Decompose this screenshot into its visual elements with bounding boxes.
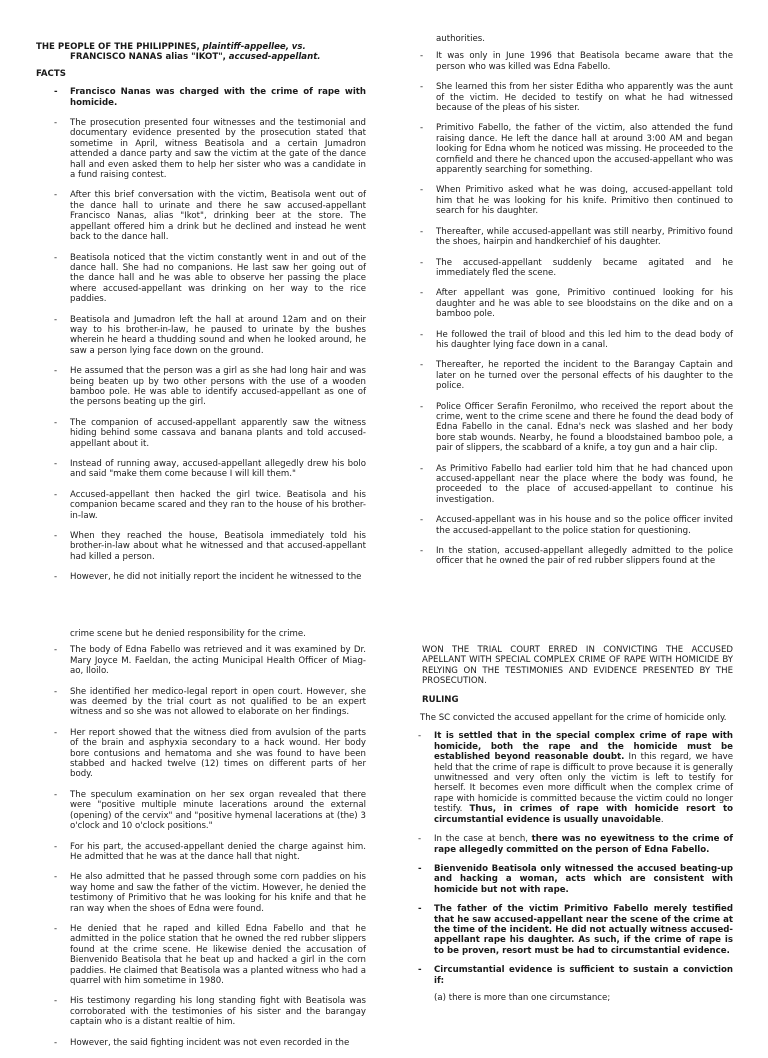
list-item: - Her report showed that the witness died from avulsion of the parts of the brain and asphyxia secondary to a hack wound. Her body bore contusions and hematoma and she was found to have been stabbed and hacked twelve (12) times on different parts of her body. xyxy=(54,728,366,780)
list-item: - Thereafter, he reported the incident to the Barangay Captain and later on he turned over the personal effects of his daughter to the police. xyxy=(420,360,733,391)
list-item: - When they reached the house, Beatisola immediately told his brother-in-law about what he witnessed and that accused-appellant had killed a person. xyxy=(54,531,366,562)
list-item: - He followed the trail of blood and this led him to the dead body of his daughter lying face down in a canal. xyxy=(420,330,733,351)
list-item xyxy=(418,731,733,825)
list-item: - The companion of accused-appellant apparently saw the witness hiding behind some cassava and banana plants and told accused-appellant about it. xyxy=(54,418,366,449)
ruling-text: In the case at bench, xyxy=(434,834,532,845)
top-left-column xyxy=(36,42,366,593)
list-item: - The speculum examination on her sex organ revealed that there were "positive multiple minute lacerations around the external (opening) of the cervix" and "positive hymenal lacerations at (the) 3 o'clock and 10 o'clock positions." xyxy=(54,790,366,832)
list-item: - The father of the victim Primitivo Fabello merely testified that he saw accused-appellant near the scene of the crime at the time of the incident. He did not actually witness accused-appellant rape his daughter. As such, if the crime of rape is to be proven, resort must be had to circumstantial evidence. xyxy=(418,904,733,956)
list-item: - Francisco Nanas was charged with the crime of rape with homicide. xyxy=(54,87,366,108)
list-item: - The accused-appellant suddenly became agitated and he immediately fled the scene. xyxy=(420,258,733,279)
list-item: - Circumstantial evidence is sufficient to sustain a conviction if: xyxy=(418,965,733,986)
list-item: - He assumed that the person was a girl as she had long hair and was being beaten up by two other persons with the use of a wooden bamboo pole. He was able to identify accused-appellant as one of the persons beating up the girl. xyxy=(54,366,366,408)
list-item: - However, he did not initially report the incident he witnessed to the xyxy=(54,572,366,582)
list-item: - Police Officer Serafin Feronilmo, who received the report about the crime, went to the crime scene and there he found the dead body of Edna Fabello in the canal. Edna's neck was slashed and her body bore stab wounds. Nearby, he found a bloodstained bamboo pole, a pair of slippers, the scabbard of a knife, a toy gun and a hair clip. xyxy=(420,402,733,454)
ruling-emphasis: there was no eyewitness to the crime of rape allegedly committed on the person of Edna Fabello. xyxy=(434,834,733,855)
case-title-parties: THE PEOPLE OF THE PHILIPPINES, xyxy=(36,42,200,52)
bottom-right-column xyxy=(402,645,733,1007)
list-item: - He denied that he raped and killed Edna Fabello and that he admitted in the police station that he owned the red rubber slippers found at the crime scene. He likewise denied the accusation of Bienvenido Beatisola that he beat up and hacked a girl in the corn paddies. He claimed that Beatisola was a planted witness who had a quarrel with him sometime in 1980. xyxy=(54,924,366,986)
list-item: - Beatisola and Jumadron left the hall at around 12am and on their way to his brother-in-law, he paused to urinate by the bushes wherein he heard a thudding sound and when he looked around, he saw a person lying face down on the ground. xyxy=(54,315,366,357)
list-item: - The body of Edna Fabello was retrieved and it was examined by Dr. Mary Joyce M. Faeldan, the acting Municipal Health Officer of Miag-ao, Iloilo. xyxy=(54,645,366,676)
list-item: - Beatisola noticed that the victim constantly went in and out of the dance hall. She had no companions. He last saw her going out of the dance hall and he was able to observe her passing the place where accused-appellant was drinking on her way to the rice paddies. xyxy=(54,253,366,305)
case-title-accused: FRANCISCO NANAS alias "IKOT", xyxy=(70,52,226,63)
list-item: - She identified her medico-legal report in open court. However, she was deemed by the trial court as not qualified to be an expert witness and so she was not allowed to elaborate on her findings. xyxy=(54,687,366,718)
sub-item: (a) there is more than one circumstance; xyxy=(434,992,611,1003)
case-title-versus: vs. xyxy=(291,42,306,52)
issue-statement: WON THE TRIAL COURT ERRED IN CONVICTING THE ACCUSED APELLANT WITH SPECIAL COMPLEX CRIME OF RAPE WITH HOMICIDE BY RELYING ON THE TESTIMONIES AND EVIDENCE PRESENTED BY THE PROSECUTION. xyxy=(422,645,733,687)
list-item: - The prosecution presented four witnesses and the testimonial and documentary evidence presented by the prosecution stated that sometime in April, witness Beatisola and a certain Jumadron attended a dance party and saw the victim at the gate of the dance hall and even asked them to help her sister who was a candidate in a fund raising contest. xyxy=(54,118,366,180)
carry-over-text: crime scene but he denied responsibility for the crime. xyxy=(70,629,306,639)
list-item: - After appellant was gone, Primitivo continued looking for his daughter and he was able to see bloodstains on the dike and on a bamboo pole. xyxy=(420,288,733,319)
carry-over-text: authorities. xyxy=(436,34,485,44)
list-item: - As Primitivo Fabello had earlier told him that he had chanced upon accused-appellant near the place where the body was found, he proceeded to the place of accused-appellant to continue his investigation. xyxy=(420,464,733,506)
list-item: - After this brief conversation with the victim, Beatisola went out of the dance hall to urinate and there he saw accused-appellant Francisco Nanas, alias "Ikot", drinking beer at the store. The appellant offered him a drink but he declined and instead he went back to the dance hall. xyxy=(54,190,366,242)
facts-list-bottom-left xyxy=(54,645,366,1048)
list-item: - Bienvenido Beatisola only witnessed the accused beating-up and hacking a woman, acts which are consistent with homicide but not with rape. xyxy=(418,864,733,895)
bottom-left-column xyxy=(54,629,366,1058)
top-right-column xyxy=(420,34,733,577)
list-item: - For his part, the accused-appellant denied the charge against him. He admitted that he was at the dance hall that night. xyxy=(54,842,366,863)
list-item: - Accused-appellant was in his house and so the police officer invited the accused-appellant to the police station for questioning. xyxy=(420,515,733,536)
ruling-intro-text: The SC convicted the accused appellant for the crime of homicide only. xyxy=(420,713,727,724)
list-item: - Accused-appellant then hacked the girl twice. Beatisola and his companion became scared and they ran to the house of his brother-in-law. xyxy=(54,490,366,521)
list-item: - It was only in June 1996 that Beatisola became aware that the person who was killed was Edna Fabello. xyxy=(420,51,733,72)
list-item: - His testimony regarding his long standing fight with Beatisola was corroborated with the testimonies of his sister and the barangay captain who is a distant realtie of him. xyxy=(54,996,366,1027)
ruling-emphasis: It is settled that in the special complex crime of rape with homicide, both the rape and the homicide must be established beyond reasonable doubt. xyxy=(434,731,733,763)
list-item: - Instead of running away, accused-appellant allegedly drew his bolo and said "make them come because I will kill them." xyxy=(54,459,366,480)
facts-list-left xyxy=(36,87,366,582)
ruling-emphasis: Thus, in crimes of rape with homicide resort to circumstantial evidence is usually unavoidable xyxy=(434,804,733,825)
case-title xyxy=(36,42,366,63)
list-item: - However, the said fighting incident was not even recorded in the xyxy=(54,1038,366,1048)
list-item: - Primitivo Fabello, the father of the victim, also attended the fund raising dance. He left the dance hall at around 3:00 AM and began looking for Edna whom he noticed was missing. He proceeded to the cornfield and there he chanced upon the accused-appellant who was apparently searching for something. xyxy=(420,123,733,175)
list-item: - When Primitivo asked what he was doing, accused-appellant told him that he was looking for his knife. Primitivo then continued to search for his daughter. xyxy=(420,185,733,216)
ruling-text: In this regard, we have held that the crime of rape is difficult to prove because it is generally unwitnessed and very often only the victim is left to testify for herself. It becomes even more difficult when the complex crime of rape with homicide is committed because the victim could no longer testify. xyxy=(434,752,733,815)
list-item xyxy=(418,834,733,855)
list-item: - He also admitted that he passed through some corn paddies on his way home and saw the father of the victim. However, he denied the testimony of Primitivo that he was looking for his knife and that he ran way when the shoes of Edna were found. xyxy=(54,872,366,914)
facts-heading: FACTS xyxy=(36,68,66,79)
ruling-list xyxy=(402,731,733,1003)
ruling-heading: RULING xyxy=(422,694,459,705)
list-item: - She learned this from her sister Editha who apparently was the aunt of the victim. He decided to testify on what he had witnessed because of the pleas of his sister. xyxy=(420,82,733,113)
facts-list-right xyxy=(420,51,733,566)
ruling-intro xyxy=(402,713,733,723)
list-item: - Thereafter, while accused-appellant was still nearby, Primitivo found the shoes, hairpin and handkerchief of his daughter. xyxy=(420,227,733,248)
list-item: - In the station, accused-appellant allegedly admitted to the police officer that he owned the pair of red rubber slippers found at the xyxy=(420,546,733,567)
case-title-role-appellee: plaintiff-appellee, xyxy=(202,42,290,52)
case-title-role-appellant: accused-appellant. xyxy=(228,52,321,63)
ruling-text: . xyxy=(660,814,664,825)
